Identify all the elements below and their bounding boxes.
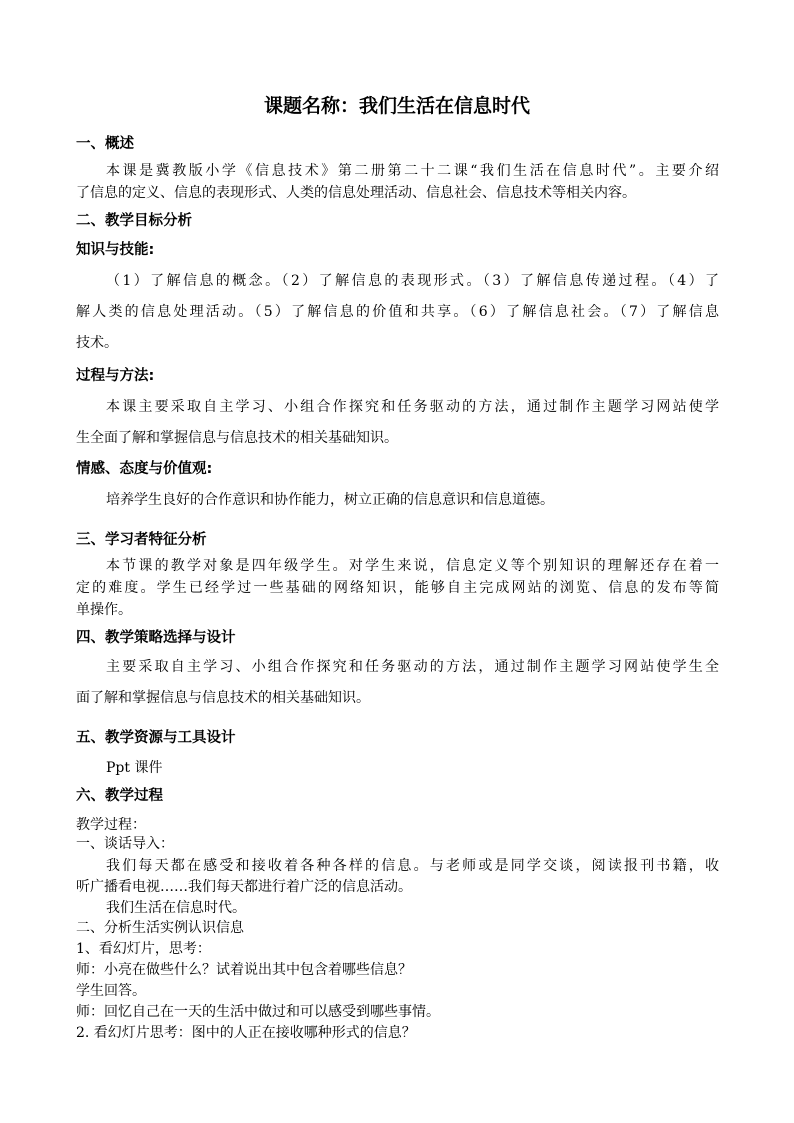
paragraph-line: 一、谈话导入： (76, 836, 174, 852)
paragraph-line: 听广播看电视……我们每天都进行着广泛的信息活动。 (76, 879, 412, 895)
paragraph-line: 解人类的信息处理活动。（5）了解信息的价值和共享。（6）了解信息社会。（7）了解信息 (76, 304, 719, 320)
section-heading-process: 六、教学过程 (76, 788, 163, 804)
subheading-emotion: 情感、态度与价值观: (76, 461, 213, 477)
paragraph-line: 师：小亮在做些什么？试着说出其中包含着哪些信息？ (76, 962, 412, 978)
section-heading-strategy: 四、教学策略选择与设计 (76, 630, 236, 646)
paragraph-line: 我们每天都在感受和接收着各种各样的信息。与老师或是同学交谈，阅读报刊书籍，收 (106, 858, 719, 874)
subheading-knowledge: 知识与技能: (76, 242, 155, 258)
paragraph-line: 了信息的定义、信息的表现形式、人类的信息处理活动、信息社会、信息技术等相关内容。 (76, 185, 636, 201)
paragraph-line: 技术。 (76, 335, 118, 351)
paragraph-line: 我们生活在信息时代。 (106, 900, 246, 916)
paragraph-line: 1、看幻灯片，思考： (76, 941, 211, 957)
paragraph-line: 培养学生良好的合作意识和协作能力，树立正确的信息意识和信息道德。 (106, 492, 554, 508)
paragraph-line: 学生回答。 (76, 983, 146, 999)
subheading-process: 过程与方法: (76, 368, 155, 384)
paragraph-line: 本课是冀教版小学《信息技术》第二册第二十二课“我们生活在信息时代”。主要介绍 (106, 163, 719, 179)
paragraph-line: 教学过程： (76, 817, 146, 833)
section-heading-overview: 一、概述 (76, 136, 134, 152)
paragraph-line: 本课主要采取自主学习、小组合作探究和任务驱动的方法，通过制作主题学习网站使学 (106, 399, 719, 415)
paragraph-line: 本节课的教学对象是四年级学生。对学生来说，信息定义等个别知识的理解还存在着一 (106, 558, 719, 574)
paragraph-line: 主要采取自主学习、小组合作探究和任务驱动的方法，通过制作主题学习网站使学生全 (106, 659, 719, 675)
paragraph-line: （1）了解信息的概念。（2）了解信息的表现形式。（3）了解信息传递过程。（4）了 (106, 273, 719, 289)
paragraph-line: 面了解和掌握信息与信息技术的相关基础知识。 (76, 690, 370, 706)
paragraph-line: 定的难度。学生已经学过一些基础的网络知识，能够自主完成网站的浏览、信息的发布等简 (76, 580, 719, 596)
section-heading-objectives: 二、教学目标分析 (76, 213, 192, 229)
paragraph-line: 单操作。 (76, 602, 132, 618)
paragraph-line: 2. 看幻灯片思考：图中的人正在接收哪种形式的信息？ (76, 1025, 416, 1041)
section-heading-resources: 五、教学资源与工具设计 (76, 730, 236, 746)
paragraph-line: 生全面了解和掌握信息与信息技术的相关基础知识。 (76, 430, 398, 446)
section-heading-learners: 三、学习者特征分析 (76, 532, 207, 548)
paragraph-line: Ppt 课件 (106, 760, 163, 776)
document-title: 课题名称：我们生活在信息时代 (263, 95, 530, 117)
paragraph-line: 二、分析生活实例认识信息 (76, 920, 244, 936)
paragraph-line: 师：回忆自己在一天的生活中做过和可以感受到哪些事情。 (76, 1004, 440, 1020)
